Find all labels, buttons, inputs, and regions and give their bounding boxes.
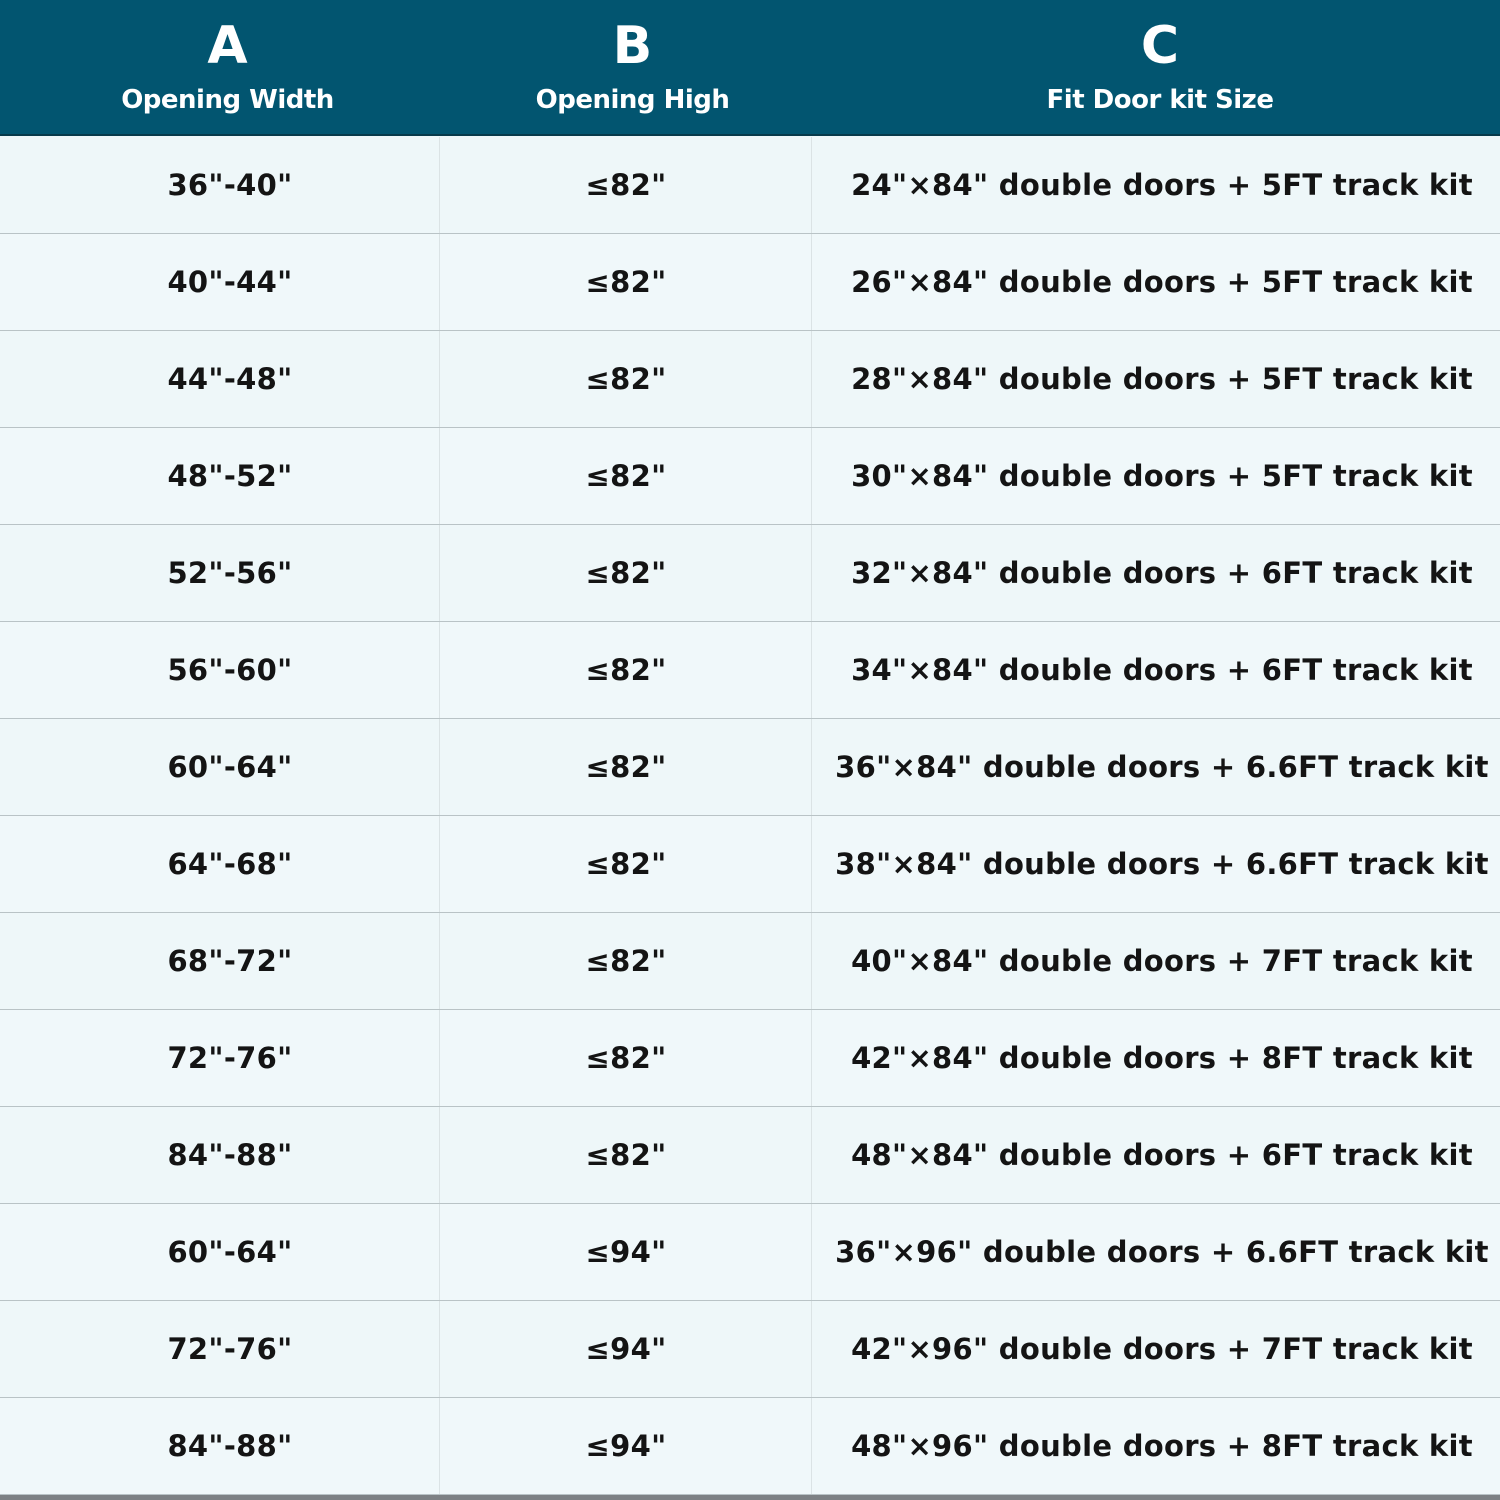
column-label-opening-high: Opening High — [535, 85, 730, 115]
table-row — [0, 913, 1500, 1010]
table-row — [0, 525, 1500, 622]
opening-width-cell: 68"-72" — [167, 944, 293, 978]
column-letter-c: C — [1140, 16, 1180, 76]
fit-door-kit-size-cell: 32"×84" double doors + 6FT track kit — [811, 525, 1500, 621]
table-row — [0, 622, 1500, 719]
opening-width-cell: 84"-88" — [167, 1138, 293, 1172]
opening-width-cell: 64"-68" — [167, 847, 293, 881]
opening-width-cell: 52"-56" — [167, 556, 293, 590]
column-header-b — [420, 0, 845, 136]
opening-high-cell: ≤82" — [439, 816, 812, 912]
opening-high-cell: ≤82" — [439, 234, 812, 330]
table-row — [0, 234, 1500, 331]
column-label-opening-width: Opening Width — [121, 85, 334, 115]
table-row — [0, 719, 1500, 816]
table-header — [0, 0, 1500, 136]
table-row — [0, 1107, 1500, 1204]
opening-high-cell: ≤94" — [439, 1204, 812, 1300]
opening-high-cell: ≤82" — [439, 331, 812, 427]
opening-width-cell: 72"-76" — [167, 1332, 293, 1366]
bottom-edge-bar — [0, 1495, 1500, 1500]
column-letter-b: B — [612, 16, 653, 76]
fit-door-kit-size-cell: 34"×84" double doors + 6FT track kit — [811, 622, 1500, 718]
column-letter-a: A — [207, 16, 248, 76]
opening-width-cell: 48"-52" — [167, 459, 293, 493]
fit-door-kit-size-cell: 24"×84" double doors + 5FT track kit — [811, 137, 1500, 233]
fit-door-kit-size-cell: 36"×84" double doors + 6.6FT track kit — [811, 719, 1500, 815]
table-row — [0, 1010, 1500, 1107]
fit-door-kit-size-cell: 26"×84" double doors + 5FT track kit — [811, 234, 1500, 330]
opening-high-cell: ≤82" — [439, 428, 812, 524]
opening-width-cell: 56"-60" — [167, 653, 293, 687]
opening-high-cell: ≤82" — [439, 622, 812, 718]
opening-width-cell: 84"-88" — [167, 1429, 293, 1463]
fit-door-kit-size-cell: 42"×84" double doors + 8FT track kit — [811, 1010, 1500, 1106]
opening-high-cell: ≤82" — [439, 1010, 812, 1106]
table-row — [0, 137, 1500, 234]
table-row — [0, 1301, 1500, 1398]
opening-high-cell: ≤82" — [439, 719, 812, 815]
opening-width-cell: 60"-64" — [167, 1235, 293, 1269]
fit-door-kit-size-cell: 28"×84" double doors + 5FT track kit — [811, 331, 1500, 427]
fit-door-kit-size-cell: 42"×96" double doors + 7FT track kit — [811, 1301, 1500, 1397]
opening-high-cell: ≤82" — [439, 1107, 812, 1203]
fit-door-kit-size-cell: 48"×84" double doors + 6FT track kit — [811, 1107, 1500, 1203]
opening-width-cell: 72"-76" — [167, 1041, 293, 1075]
opening-high-cell: ≤94" — [439, 1398, 812, 1494]
fit-door-kit-size-cell: 48"×96" double doors + 8FT track kit — [811, 1398, 1500, 1494]
column-header-a — [0, 0, 455, 136]
opening-width-cell: 36"-40" — [167, 168, 293, 202]
opening-high-cell: ≤82" — [439, 913, 812, 1009]
fit-door-kit-size-cell: 38"×84" double doors + 6.6FT track kit — [811, 816, 1500, 912]
opening-width-cell: 60"-64" — [167, 750, 293, 784]
table-row — [0, 816, 1500, 913]
opening-width-cell: 44"-48" — [167, 362, 293, 396]
opening-high-cell: ≤94" — [439, 1301, 812, 1397]
column-header-c — [810, 0, 1500, 136]
fit-door-kit-size-cell: 36"×96" double doors + 6.6FT track kit — [811, 1204, 1500, 1300]
fit-door-kit-size-cell: 30"×84" double doors + 5FT track kit — [811, 428, 1500, 524]
opening-width-cell: 40"-44" — [167, 265, 293, 299]
table-row — [0, 1204, 1500, 1301]
table-body — [0, 137, 1500, 1495]
opening-high-cell: ≤82" — [439, 137, 812, 233]
column-label-fit-door-kit-size: Fit Door kit Size — [1046, 85, 1274, 115]
table-row — [0, 331, 1500, 428]
opening-high-cell: ≤82" — [439, 525, 812, 621]
table-row — [0, 1398, 1500, 1495]
table-row — [0, 428, 1500, 525]
fit-door-kit-size-cell: 40"×84" double doors + 7FT track kit — [811, 913, 1500, 1009]
